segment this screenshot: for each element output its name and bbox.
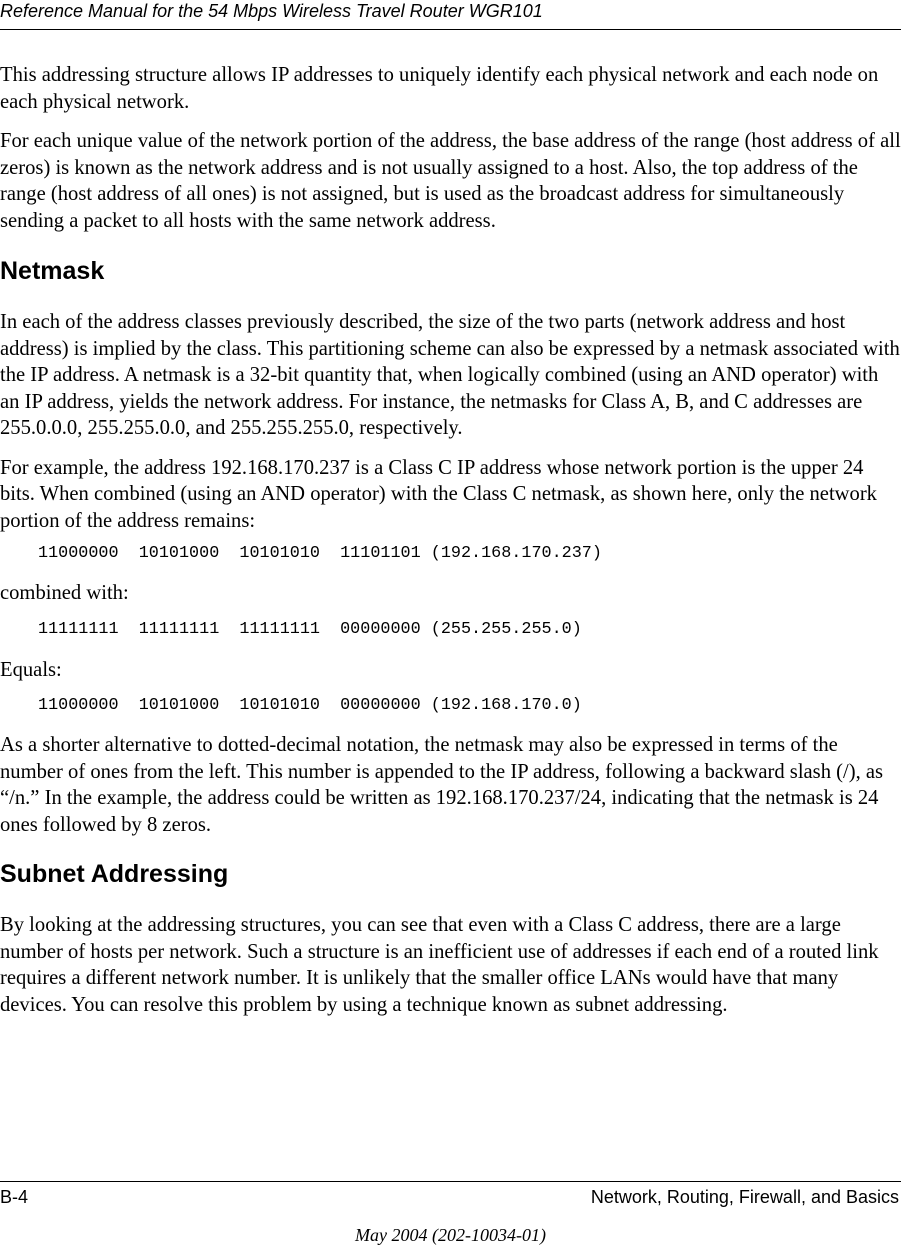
code-netmask-binary: 11111111 11111111 11111111 00000000 (255.255.255.0)	[38, 619, 582, 639]
footer-divider	[0, 1181, 901, 1182]
page-header: Reference Manual for the 54 Mbps Wireless Travel Router WGR101	[0, 1, 543, 21]
paragraph-netmask-example: For example, the address 192.168.170.237 is a Class C IP address whose network portion is the upper 24 bits. When combined (using an AND operator) with the Class C netmask, as shown here, only the network portion of the address remains:	[0, 456, 877, 532]
footer-page-number: B-4	[0, 1187, 29, 1207]
code-ip-binary: 11000000 10101000 10101010 11101101 (192.168.170.237)	[38, 544, 602, 563]
label-equals: Equals:	[0, 658, 62, 681]
heading-netmask: Netmask	[0, 257, 105, 285]
code-network-binary: 11000000 10101000 10101010 00000000 (192.168.170.0)	[38, 696, 582, 715]
paragraph-addressing-structure: This addressing structure allows IP addresses to uniquely identify each physical network and each node on each physical network.	[0, 64, 879, 113]
label-combined-with: combined with:	[0, 582, 129, 604]
heading-subnet-addressing: Subnet Addressing	[0, 860, 229, 888]
paragraph-network-address: For each unique value of the network portion of the address, the base address of the range (host address of all zeros) is known as the network address and is not usually assigned to a host. Also, the top address of the range (host address of all ones) is not assigned, but is used as the broadcast address for simultaneously sending a packet to all hosts with the same network address.	[0, 130, 901, 232]
footer-chapter-title: Network, Routing, Firewall, and Basics	[590, 1187, 899, 1207]
page-content	[0, 62, 901, 1018]
paragraph-subnet-intro: By looking at the addressing structures, you can see that even with a Class C address, there are a large number of hosts per network. Such a structure is an inefficient use of addresses if each end of a routed link requires a different network number. It is unlikely that the smaller office LANs would have that many devices. You can resolve this problem by using a technique known as subnet addressing.	[0, 914, 879, 1016]
footer-date: May 2004 (202-10034-01)	[355, 1225, 546, 1245]
paragraph-netmask-intro: In each of the address classes previously described, the size of the two parts (network address and host address) is implied by the class. This partitioning scheme can also be expressed by a netmask associated with the IP address. A netmask is a 32-bit quantity that, when logically combined (using an AND operator) with an IP address, yields the network address. For instance, the netmasks for Class A, B, and C addresses are 255.0.0.0, 255.255.0.0, and 255.255.255.0, respectively.	[0, 311, 900, 439]
paragraph-slash-notation: As a shorter alternative to dotted-decimal notation, the netmask may also be expressed in terms of the number of ones from the left. This number is appended to the IP address, following a backward slash (/), as “/n.” In the example, the address could be written as 192.168.170.237/24, indicating that the netmask is 24 ones followed by 8 zeros.	[0, 734, 884, 836]
header-divider	[0, 29, 901, 30]
